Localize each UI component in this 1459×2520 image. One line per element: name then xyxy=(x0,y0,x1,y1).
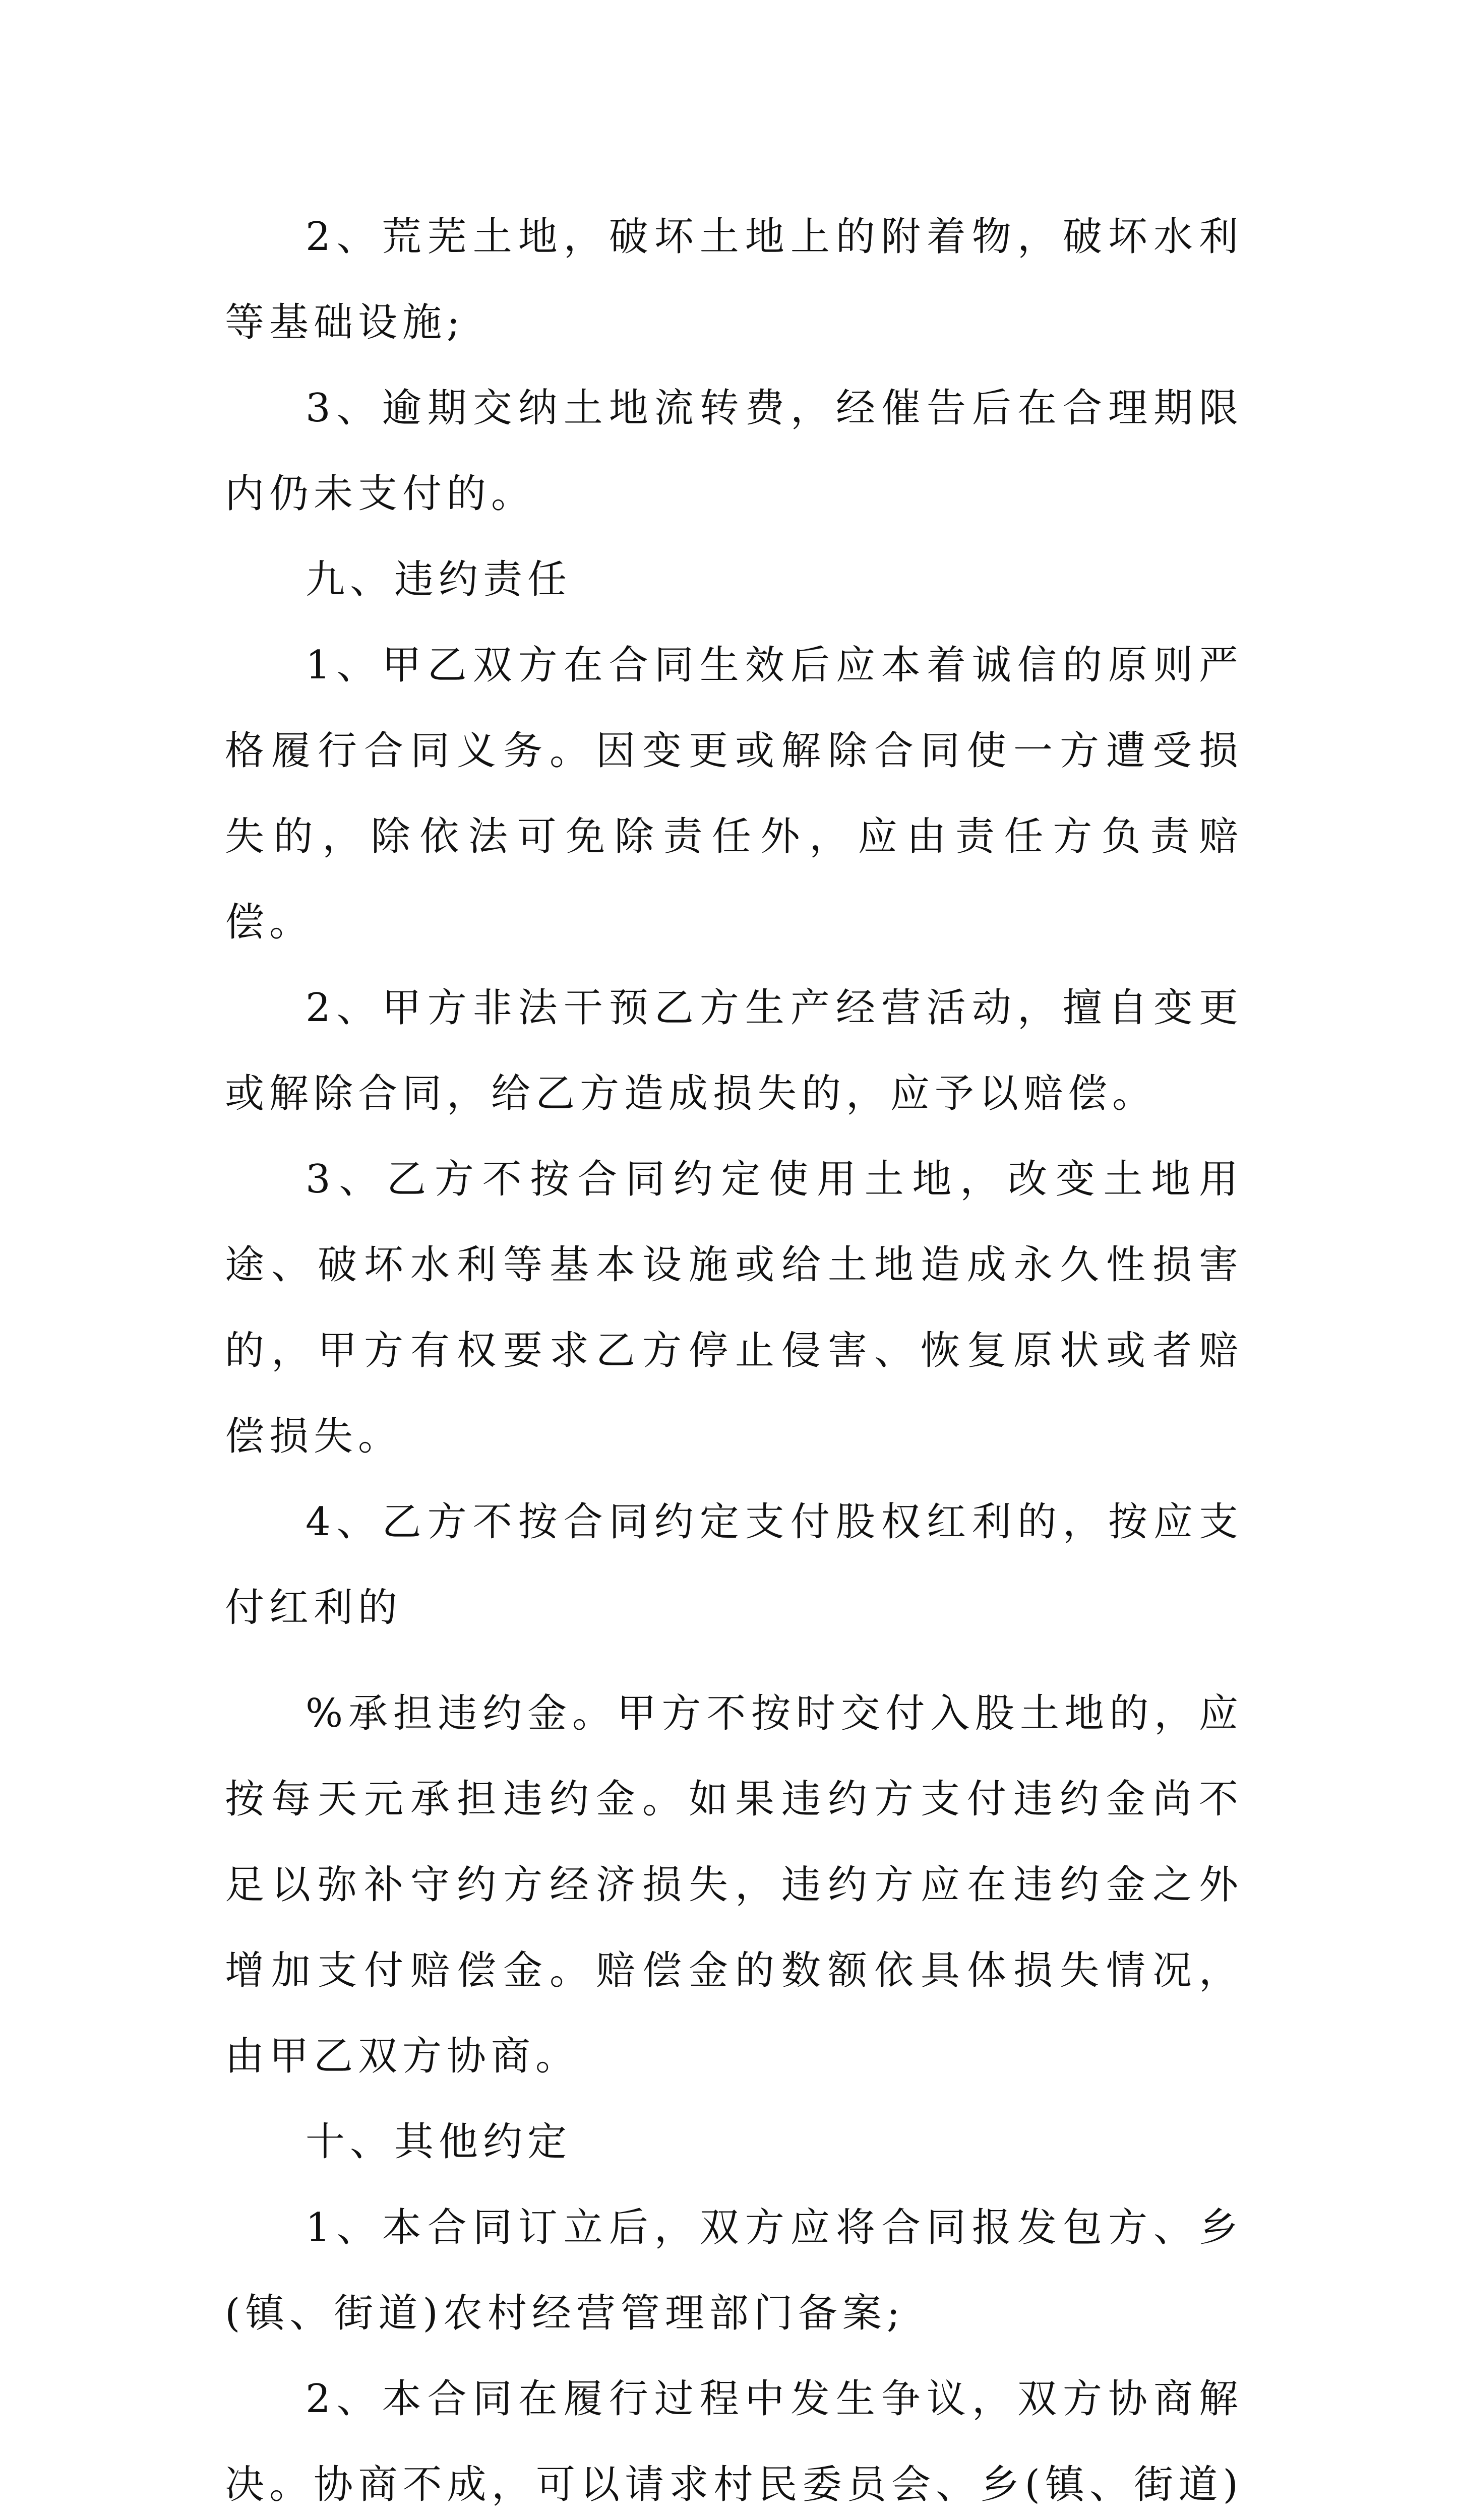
paragraph-clause-9-3: 3、乙方不按合同约定使用土地，改变土地用途、破坏水利等基本设施或给土地造成永久性损害的，甲方有权要求乙方停止侵害、恢复原状或者赔偿损失。 xyxy=(225,1157,1243,1459)
paragraph-clause-8-3: 3、逾期交纳土地流转费，经催告后在合理期限内仍未支付的。 xyxy=(225,386,1243,517)
paragraph-clause-9-1: 1、甲乙双方在合同生效后应本着诚信的原则严格履行合同义务。因变更或解除合同使一方遭受损失的，除依法可免除责任外，应由责任方负责赔偿。 xyxy=(225,643,1243,945)
paragraph-clause-10-2: 2、本合同在履行过程中发生争议，双方协商解决。协商不成，可以请求村民委员会、乡(镇、街道) xyxy=(225,2376,1243,2507)
paragraph-clause-9-4: 4、乙方不按合同约定支付股权红利的，按应支付红利的 xyxy=(225,1499,1243,1630)
section-heading-breach-liability: 九、违约责任 xyxy=(306,557,572,602)
section-heading-other-agreements: 十、其他约定 xyxy=(306,2119,572,2165)
paragraph-clause-8-2: 2、荒芜土地，破坏土地上的附着物，破坏水利等基础设施; xyxy=(225,214,1243,345)
paragraph-clause-9-2: 2、甲方非法干预乙方生产经营活动，擅自变更或解除合同，给乙方造成损失的，应予以赔偿。 xyxy=(225,985,1243,1116)
paragraph-clause-10-1: 1、本合同订立后，双方应将合同报发包方、乡(镇、街道)农村经营管理部门备案; xyxy=(225,2205,1243,2336)
document-body xyxy=(225,194,1243,2520)
paragraph-clause-9-4-continued: %承担违约金。甲方不按时交付入股土地的，应按每天元承担违约金。如果违约方支付违约金尚不足以弥补守约方经济损失，违约方应在违约金之外增加支付赔偿金。赔偿金的数额依具体损失情况，由甲乙双方协商。 xyxy=(225,1691,1243,2079)
